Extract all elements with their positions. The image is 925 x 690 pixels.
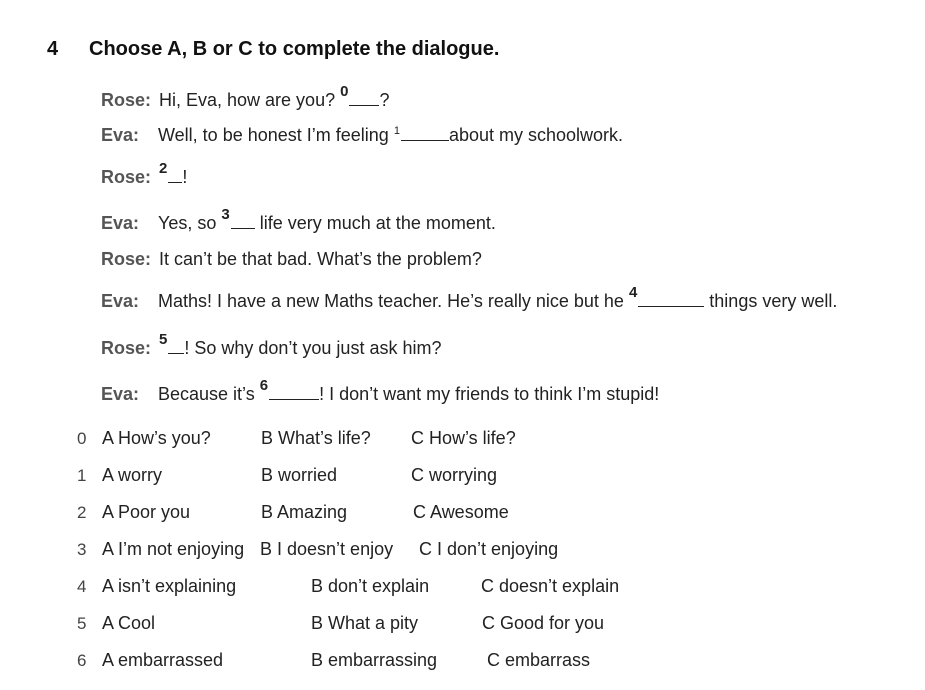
option-b[interactable]: B don’t explain	[311, 576, 430, 596]
dialogue-line-4	[101, 249, 482, 270]
line-text: life very much at the moment.	[259, 213, 496, 233]
speaker-label: Eva:	[101, 291, 140, 311]
option-c[interactable]: C How’s life?	[411, 428, 516, 448]
gap-number: 0	[340, 83, 349, 100]
speaker-label: Rose:	[101, 338, 152, 358]
option-row-number: 2	[77, 503, 87, 522]
option-b[interactable]: B worried	[261, 465, 338, 485]
answer-gap[interactable]	[401, 126, 449, 141]
option-row-number: 1	[77, 466, 87, 485]
option-b[interactable]: B What a pity	[311, 613, 419, 633]
option-a[interactable]: A isn’t explaining	[102, 576, 237, 596]
option-a[interactable]: A Poor you	[102, 502, 191, 522]
option-row-number: 4	[77, 577, 87, 596]
speaker-label: Rose:	[101, 249, 152, 269]
line-text: about my schoolwork.	[448, 125, 624, 145]
line-text: It can’t be that bad. What’s the problem?	[159, 249, 482, 269]
option-c[interactable]: C doesn’t explain	[481, 576, 620, 596]
line-text: Well, to be honest I’m feeling	[158, 125, 389, 145]
option-row-number: 5	[77, 614, 87, 633]
option-row-number: 0	[77, 429, 87, 448]
dialogue-line-2	[101, 160, 188, 188]
gap-number: 6	[259, 377, 269, 394]
option-a[interactable]: A embarrassed	[102, 650, 224, 670]
line-text: things very well.	[709, 291, 838, 311]
line-text: ?	[379, 90, 390, 110]
option-row-number: 6	[77, 651, 87, 670]
dialogue-line-7	[101, 377, 660, 405]
gap-number: 3	[221, 206, 230, 223]
option-b[interactable]: B Amazing	[261, 502, 348, 522]
answer-gap[interactable]	[231, 214, 255, 229]
line-text: Hi, Eva, how are you?	[159, 90, 336, 110]
line-text: Because it’s	[158, 384, 255, 404]
gap-number: 4	[628, 284, 638, 301]
option-a[interactable]: A How’s you?	[102, 428, 211, 448]
speaker-label: Eva:	[101, 384, 140, 404]
line-text: Maths! I have a new Maths teacher. He’s really nice but he	[158, 291, 624, 311]
answer-gap[interactable]	[638, 292, 704, 307]
dialogue-line-0	[101, 83, 390, 111]
answer-gap[interactable]	[168, 168, 182, 183]
option-c[interactable]: C I don’t enjoying	[419, 539, 559, 559]
answer-gap[interactable]	[349, 91, 379, 106]
option-c[interactable]: C Good for you	[482, 613, 605, 633]
option-b[interactable]: B What’s life?	[261, 428, 371, 448]
speaker-label: Rose:	[101, 90, 152, 110]
option-b[interactable]: B embarrassing	[311, 650, 438, 670]
option-a[interactable]: A I’m not enjoying	[102, 539, 245, 559]
dialogue-line-3	[101, 206, 496, 234]
option-c[interactable]: C embarrass	[487, 650, 591, 670]
exercise-title: Choose A, B or C to complete the dialogue.	[89, 38, 500, 60]
line-text: ! I don’t want my friends to think I’m stupid!	[319, 384, 660, 404]
option-b[interactable]: B I doesn’t enjoy	[260, 539, 394, 559]
speaker-label: Rose:	[101, 167, 152, 187]
answer-gap[interactable]	[269, 385, 319, 400]
gap-number: 5	[159, 331, 168, 348]
speaker-label: Eva:	[101, 125, 140, 145]
gap-number: 1	[393, 125, 400, 137]
speaker-label: Eva:	[101, 213, 140, 233]
exercise-number: 4	[47, 38, 59, 60]
option-row-number: 3	[77, 540, 87, 559]
line-text: ! So why don’t you just ask him?	[184, 338, 442, 358]
option-a[interactable]: A Cool	[102, 613, 156, 633]
line-text: Yes, so	[158, 213, 217, 233]
line-text: !	[182, 167, 188, 187]
dialogue-line-1	[101, 125, 623, 146]
option-a[interactable]: A worry	[102, 465, 163, 485]
option-c[interactable]: C Awesome	[413, 502, 509, 522]
answer-gap[interactable]	[168, 339, 184, 354]
dialogue-line-6	[101, 331, 442, 359]
gap-number: 2	[159, 160, 168, 177]
dialogue-line-5	[101, 284, 838, 312]
option-c[interactable]: C worrying	[411, 465, 498, 485]
